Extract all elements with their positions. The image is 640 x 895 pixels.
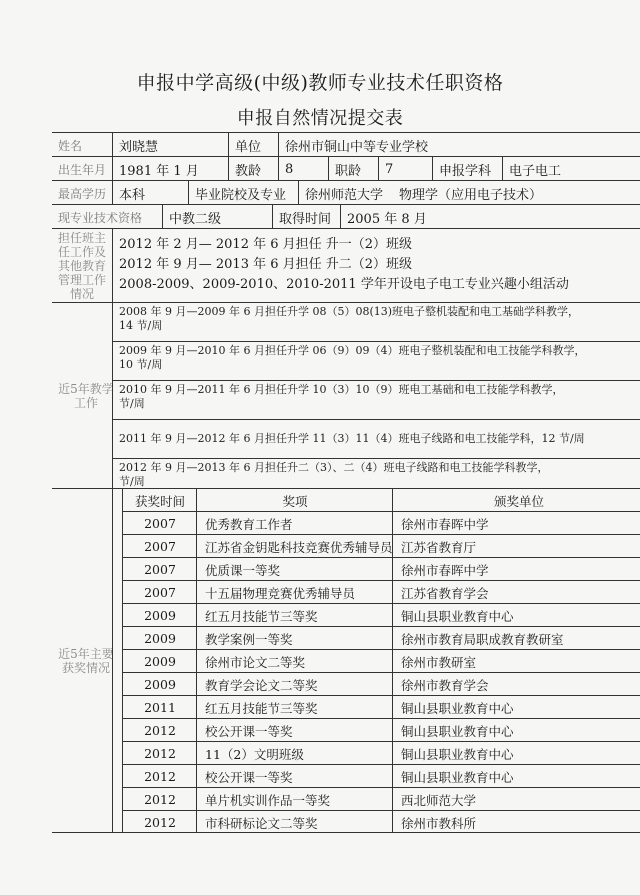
- service-age-label: 职龄: [328, 157, 385, 181]
- qualification-label: 现专业技术资格: [58, 210, 143, 225]
- row-management: [52, 228, 640, 303]
- award-issuer: 铜山县职业教育中心: [392, 765, 640, 788]
- header-award-item: 奖项: [196, 489, 393, 512]
- award-issuer: 铜山县职业教育中心: [392, 719, 640, 742]
- award-item: 校公开课一等奖: [196, 719, 401, 742]
- award-issuer: 徐州市春晖中学: [392, 558, 640, 581]
- awards-row: [122, 810, 640, 832]
- awards-row: [122, 764, 640, 788]
- awards-row: [122, 718, 640, 742]
- awards-row: [122, 511, 640, 535]
- award-issuer: 西北师范大学: [392, 788, 640, 811]
- award-item: 优秀教育工作者: [196, 512, 401, 535]
- award-time: 2007: [122, 512, 197, 535]
- award-item: 市科研标论文二等奖: [196, 811, 401, 832]
- subject-value: 电子电工: [502, 157, 640, 181]
- award-issuer: 铜山县职业教育中心: [392, 742, 640, 765]
- teaching-age-value: 8: [278, 157, 335, 181]
- teaching-entry: [113, 303, 640, 342]
- teaching-label: 近5年教学工作: [58, 382, 114, 410]
- award-item: 徐州市论文二等奖: [196, 650, 401, 673]
- form-table: [52, 132, 640, 832]
- management-line: 2008-2009、2009-2010、2010-2011 学年开设电子电工专业兴趣小组活动: [119, 277, 569, 292]
- teaching-line: 2011 年 9 月—2012 年 6 月担任升学 11（3）11（4）班电子线路和电工技能学科，12 节/周: [119, 432, 585, 445]
- teaching-line: 2010 年 9 月—2011 年 6 月担任升学 10（3）10（9）班电工基础和电工技能学科教学，: [119, 383, 564, 396]
- school-label: 毕业院校及专业: [188, 181, 305, 205]
- row-name-unit: [52, 132, 640, 157]
- teaching-entry: [113, 342, 640, 381]
- award-issuer: 铜山县职业教育中心: [392, 604, 640, 627]
- award-item: 校公开课一等奖: [196, 765, 401, 788]
- form-title: 申报中学高级(中级)教师专业技术任职资格: [136, 72, 504, 94]
- header-award-time: 获奖时间: [122, 489, 197, 512]
- award-item: 教学案例一等奖: [196, 627, 401, 650]
- award-time: 2007: [122, 558, 197, 581]
- form-subtitle: 申报自然情况提交表: [236, 108, 404, 129]
- name-value: 刘晓慧: [112, 133, 229, 157]
- award-time: 2012: [122, 742, 197, 765]
- row-qualification: [52, 204, 640, 229]
- row-teaching: [52, 302, 640, 489]
- award-item: 红五月技能节三等奖: [196, 696, 401, 719]
- table-bottom-border: [52, 832, 640, 833]
- awards-row: [122, 741, 640, 765]
- row-birth: [52, 156, 640, 181]
- awards-row: [122, 580, 640, 604]
- award-issuer: 江苏省教育学会: [392, 581, 640, 604]
- teaching-line: 10 节/周: [119, 358, 163, 371]
- teaching-line: 2012 年 9 月—2013 年 6 月担任升二（3）、二（4）班电子线路和电工技能学科教学，: [119, 461, 549, 474]
- teaching-line: 2008 年 9 月—2009 年 6 月担任升学 08（5）08(13)班电子整机装配和电工基础学科教学，: [119, 305, 580, 318]
- school-major: 物理学（应用电子技术）: [399, 187, 543, 203]
- name-label: 姓名: [58, 138, 83, 153]
- subject-label: 申报学科: [432, 157, 509, 181]
- award-item: 教育学会论文二等奖: [196, 673, 401, 696]
- management-content: [112, 229, 640, 303]
- qualification-time-value: 2005 年 8 月: [340, 205, 640, 229]
- birth-label: 出生年月: [58, 162, 107, 177]
- qualification-time-label: 取得时间: [272, 205, 347, 229]
- awards-row: [122, 626, 640, 650]
- education-value: 本科: [112, 181, 195, 205]
- management-line: 2012 年 9 月— 2013 年 6 月担任 升二（2）班级: [119, 257, 413, 272]
- teaching-line: 2009 年 9 月—2010 年 6 月担任升学 06（9）09（4）班电子整机装配和电工技能学科教学，: [119, 344, 586, 357]
- award-issuer: 徐州市教科所: [392, 811, 640, 832]
- award-time: 2012: [122, 765, 197, 788]
- teaching-line: 14 节/周: [119, 319, 163, 332]
- award-item: 优质课一等奖: [196, 558, 401, 581]
- award-issuer: 徐州市教育学会: [392, 673, 640, 696]
- awards-row: [122, 603, 640, 627]
- school-name: 徐州师范大学: [305, 187, 384, 203]
- awards-row: [122, 787, 640, 811]
- teaching-entry: [113, 420, 640, 459]
- award-time: 2012: [122, 719, 197, 742]
- award-item: 红五月技能节三等奖: [196, 604, 401, 627]
- award-issuer: 徐州市教育局职成教育教研室: [392, 627, 640, 650]
- award-issuer: 徐州市教研室: [392, 650, 640, 673]
- qualification-value: 中教二级: [162, 205, 279, 229]
- header-award-issuer: 颁奖单位: [392, 489, 640, 512]
- award-time: 2012: [122, 811, 197, 832]
- awards-row: [122, 649, 640, 673]
- education-label: 最高学历: [58, 186, 107, 201]
- award-item: 江苏省金钥匙科技竞赛优秀辅导员: [196, 535, 401, 558]
- management-line: 2012 年 2 月— 2012 年 6 月担任 升一（2）班级: [119, 237, 413, 252]
- award-time: 2011: [122, 696, 197, 719]
- teaching-entry: [113, 381, 640, 420]
- awards-row: [122, 695, 640, 719]
- award-item: 单片机实训作品一等奖: [196, 788, 401, 811]
- unit-value: 徐州市铜山中等专业学校: [278, 133, 640, 157]
- teaching-age-label: 教龄: [228, 157, 285, 181]
- teaching-line: 节/周: [119, 475, 145, 488]
- award-issuer: 铜山县职业教育中心: [392, 696, 640, 719]
- award-time: 2007: [122, 535, 197, 558]
- school-value: [298, 181, 640, 205]
- award-time: 2012: [122, 788, 197, 811]
- award-issuer: 江苏省教育厅: [392, 535, 640, 558]
- award-issuer: 徐州市春晖中学: [392, 512, 640, 535]
- unit-label: 单位: [228, 133, 285, 157]
- awards-label: 近5年主要获奖情况: [58, 647, 114, 675]
- awards-header-row: [122, 488, 640, 512]
- award-time: 2009: [122, 673, 197, 696]
- award-time: 2007: [122, 581, 197, 604]
- service-age-value: 7: [378, 157, 439, 181]
- teaching-content: [112, 303, 640, 489]
- row-education: [52, 180, 640, 205]
- management-label: 担任班主任工作及其他教育管理工作情况: [57, 231, 106, 301]
- teaching-entry: [113, 459, 640, 489]
- teaching-line: 节/周: [119, 397, 145, 410]
- award-item: 十五届物理竞赛优秀辅导员: [196, 581, 401, 604]
- award-time: 2009: [122, 650, 197, 673]
- awards-row: [122, 557, 640, 581]
- awards-row: [122, 672, 640, 696]
- birth-value: 1981 年 1 月: [112, 157, 235, 181]
- awards-row: [122, 534, 640, 558]
- award-time: 2009: [122, 627, 197, 650]
- award-time: 2009: [122, 604, 197, 627]
- award-item: 11（2）文明班级: [196, 742, 401, 765]
